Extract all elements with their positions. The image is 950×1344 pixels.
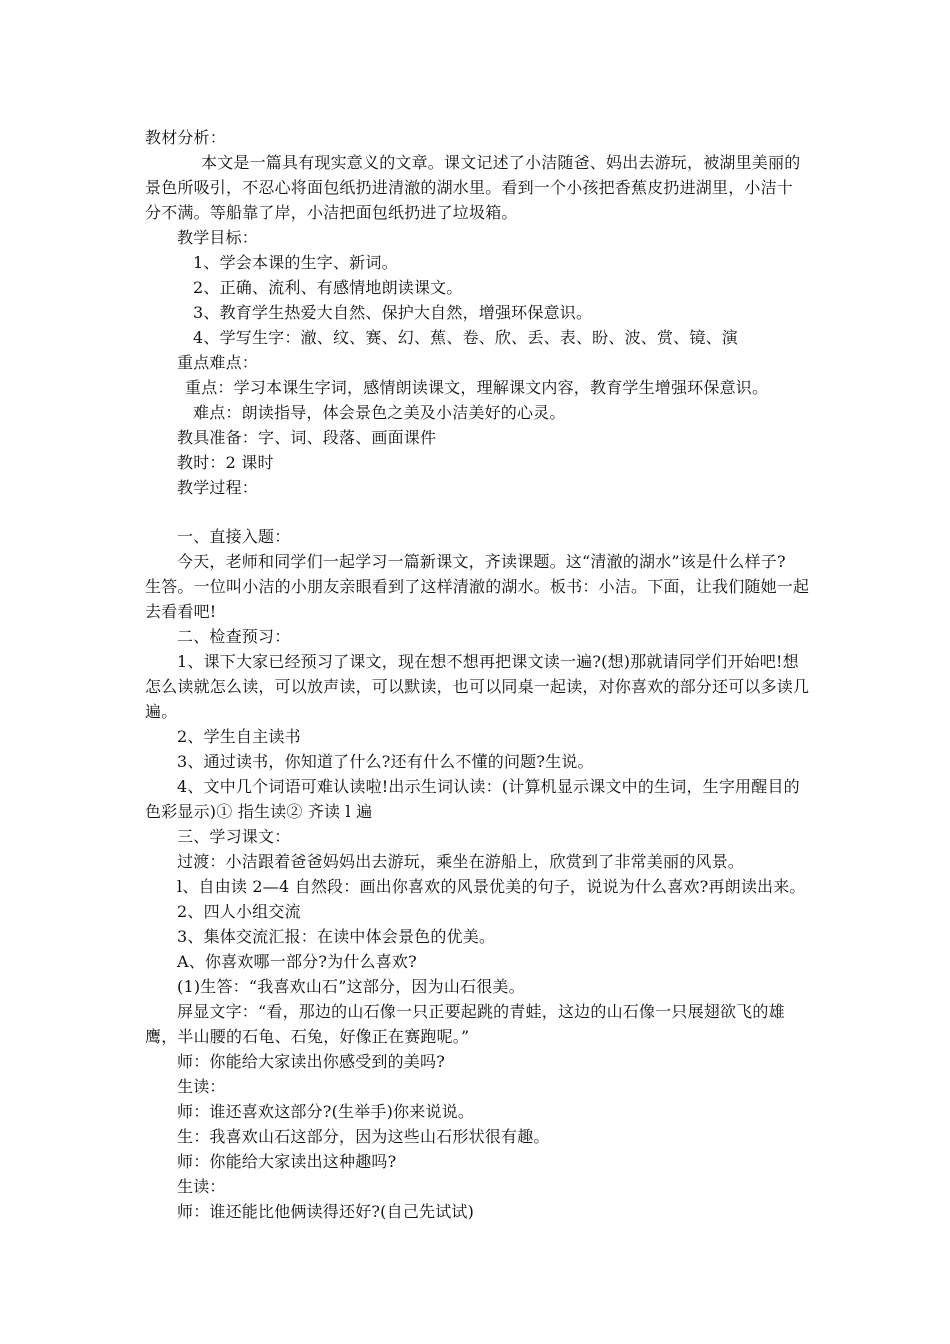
paragraph-line: 2、四人小组交流 <box>177 902 301 921</box>
list-item: 1、学会本课的生字、新词。 <box>193 253 398 272</box>
paragraph-line: 师：谁还喜欢这部分?(生举手)你来说说。 <box>177 1102 475 1121</box>
paragraph-line: 2、学生自主读书 <box>177 727 301 746</box>
paragraph-line: 遍。 <box>145 702 178 721</box>
paragraph-line: 教具准备：字、词、段落、画面课件 <box>177 428 437 447</box>
paragraph-line: (1)生答：“我喜欢山石”这部分，因为山石很美。 <box>177 977 525 996</box>
paragraph-line: 鹰，半山腰的石龟、石兔，好像正在赛跑呢。” <box>145 1027 470 1046</box>
paragraph-line: A、你喜欢哪一部分?为什么喜欢? <box>177 952 417 971</box>
paragraph-line: 今天，老师和同学们一起学习一篇新课文，齐读课题。这“清澈的湖水”该是什么样子? <box>177 552 786 571</box>
section-heading-analysis: 教材分析： <box>145 128 227 147</box>
paragraph-line: l、自由读 2—4 自然段：画出你喜欢的风景优美的句子，说说为什么喜欢?再朗读出来。 <box>177 877 806 896</box>
paragraph-line: 生读： <box>177 1077 226 1096</box>
paragraph-line: 景色所吸引，不忍心将面包纸扔进清澈的湖水里。看到一个小孩把香蕉皮扔进湖里，小洁十 <box>145 178 794 197</box>
section-heading-keypoints: 重点难点： <box>177 353 259 372</box>
section-heading-goals: 教学目标： <box>177 228 259 247</box>
paragraph-line: 分不满。等船靠了岸，小洁把面包纸扔进了垃圾箱。 <box>145 203 518 222</box>
paragraph-line: 师：谁还能比他俩读得还好?(自己先试试) <box>177 1202 475 1221</box>
paragraph-line: 去看看吧! <box>145 602 217 621</box>
paragraph-line: 3、通过读书，你知道了什么?还有什么不懂的问题?生说。 <box>177 752 594 771</box>
paragraph-line: 教时：2 课时 <box>177 453 274 472</box>
paragraph-line: 怎么读就怎么读，可以放声读，可以默读，也可以同桌一起读，对你喜欢的部分还可以多读几 <box>145 677 810 696</box>
paragraph-line: 生答。一位叫小洁的小朋友亲眼看到了这样清澈的湖水。板书：小洁。下面，让我们随她一起 <box>145 577 810 596</box>
paragraph-line: 重点：学习本课生字词，感情朗读课文，理解课文内容，教育学生增强环保意识。 <box>185 378 769 397</box>
paragraph-line: 师：你能给大家读出你感受到的美吗? <box>177 1052 445 1071</box>
paragraph-line: 4、文中几个词语可难认读啦!出示生词认读：(计算机显示课文中的生词，生字用醒目的 <box>177 777 800 796</box>
section-heading: 二、检查预习： <box>177 627 291 646</box>
paragraph-line: 生读： <box>177 1177 226 1196</box>
list-item: 3、教育学生热爱大自然、保护大自然，增强环保意识。 <box>193 303 593 322</box>
list-item: 4、学写生字：澈、纹、赛、幻、蕉、卷、欣、丢、表、盼、波、赏、镜、演 <box>193 328 738 347</box>
paragraph-line: 师：你能给大家读出这种趣吗? <box>177 1152 397 1171</box>
paragraph-line: 生：我喜欢山石这部分，因为这些山石形状很有趣。 <box>177 1127 550 1146</box>
paragraph-line: 3、集体交流汇报：在读中体会景色的优美。 <box>177 927 496 946</box>
paragraph-line: 本文是一篇具有现实意义的文章。课文记述了小洁随爸、妈出去游玩，被湖里美丽的 <box>201 153 801 172</box>
section-heading: 三、学习课文： <box>177 827 291 846</box>
paragraph-line: 屏显文字：“看，那边的山石像一只正要起跳的青蛙，这边的山石像一只展翅欲飞的雄 <box>177 1002 785 1021</box>
section-heading: 一、直接入题： <box>177 527 291 546</box>
paragraph-line: 过渡：小洁跟着爸爸妈妈出去游玩，乘坐在游船上，欣赏到了非常美丽的风景。 <box>177 852 745 871</box>
list-item: 2、正确、流利、有感情地朗读课文。 <box>193 278 463 297</box>
paragraph-line: 1、课下大家已经预习了课文，现在想不想再把课文读一遍?(想)那就请同学们开始吧!想 <box>177 652 799 671</box>
paragraph-line: 色彩显示)① 指生读② 齐读 l 遍 <box>145 802 373 821</box>
section-heading-process: 教学过程： <box>177 478 259 497</box>
paragraph-line: 难点：朗读指导，体会景色之美及小洁美好的心灵。 <box>193 403 566 422</box>
